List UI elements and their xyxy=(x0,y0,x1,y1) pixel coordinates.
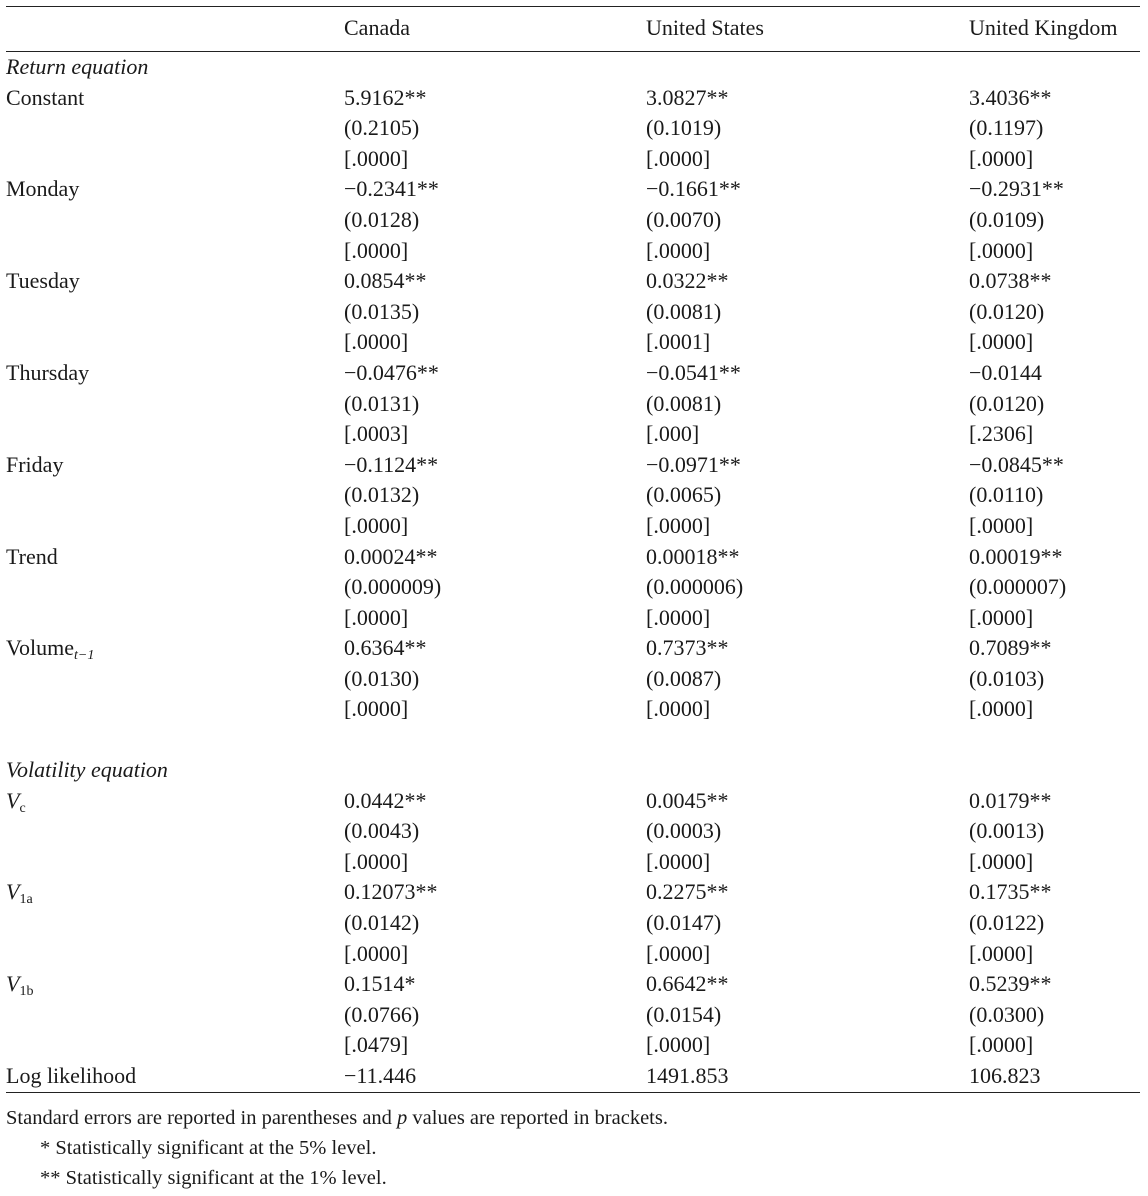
canada-p-value: [.0000] xyxy=(344,329,409,355)
uk-p-value: [.0000] xyxy=(969,696,1034,722)
uk-coefficient: 0.7089** xyxy=(969,635,1052,661)
us-std-error: (0.0070) xyxy=(646,206,722,232)
table-row xyxy=(6,450,1140,481)
uk-p-value: [.0000] xyxy=(969,145,1034,171)
canada-p-value: [.0000] xyxy=(344,512,409,538)
table-row xyxy=(6,969,1140,1000)
row-label xyxy=(6,83,84,114)
us-coefficient: −0.1661** xyxy=(646,176,741,202)
canada-p-value: [.0479] xyxy=(344,1032,409,1058)
us-coefficient: −0.0541** xyxy=(646,359,741,385)
table-row xyxy=(6,174,1140,205)
bottom-rule xyxy=(6,1092,1140,1093)
uk-std-error: (0.0300) xyxy=(969,1001,1045,1027)
uk-coefficient: 3.4036** xyxy=(969,84,1052,110)
row-label xyxy=(6,450,63,481)
row-label xyxy=(6,786,26,817)
note-line-1: Standard errors are reported in parentheses and p values are reported in brackets. xyxy=(6,1107,668,1129)
table-row xyxy=(6,358,1140,389)
table-row xyxy=(6,511,1140,542)
canada-p-value: [.0000] xyxy=(344,696,409,722)
row-label-subscript: c xyxy=(19,800,26,816)
uk-p-value: [.0000] xyxy=(969,237,1034,263)
uk-coefficient: −0.2931** xyxy=(969,176,1064,202)
table-row xyxy=(6,480,1140,511)
table-row xyxy=(6,603,1140,634)
us-std-error: (0.0065) xyxy=(646,482,722,508)
uk-coefficient: 0.0738** xyxy=(969,268,1052,294)
table-row xyxy=(6,205,1140,236)
us-std-error: (0.000006) xyxy=(646,574,744,600)
row-label-text: Trend xyxy=(6,543,58,569)
canada-coefficient: −0.0476** xyxy=(344,359,439,385)
section-title-row xyxy=(6,52,1140,83)
table-row xyxy=(6,847,1140,878)
canada-std-error: (0.0130) xyxy=(344,665,420,691)
canada-std-error: (0.0043) xyxy=(344,818,420,844)
table-row xyxy=(6,419,1140,450)
note-line-2: * Statistically significant at the 5% level. xyxy=(40,1137,377,1159)
uk-std-error: (0.0120) xyxy=(969,390,1045,416)
section-title: Return equation xyxy=(6,54,149,79)
us-coefficient: 0.2275** xyxy=(646,879,729,905)
header-united-kingdom: United Kingdom xyxy=(969,15,1118,40)
table-row xyxy=(6,113,1140,144)
uk-std-error: (0.0013) xyxy=(969,818,1045,844)
row-label xyxy=(6,877,33,908)
uk-coefficient: 0.5239** xyxy=(969,971,1052,997)
regression-table xyxy=(6,0,1140,1093)
canada-std-error: (0.0131) xyxy=(344,390,420,416)
row-label xyxy=(6,542,58,573)
header-canada: Canada xyxy=(344,15,410,40)
row-label xyxy=(6,633,94,664)
us-p-value: [.0000] xyxy=(646,512,711,538)
us-p-value: [.0000] xyxy=(646,145,711,171)
canada-p-value: [.0000] xyxy=(344,237,409,263)
uk-p-value: [.2306] xyxy=(969,421,1034,447)
row-label xyxy=(6,969,33,1000)
row-label-text: V xyxy=(6,787,20,813)
table-row xyxy=(6,816,1140,847)
canada-log-likelihood: −11.446 xyxy=(344,1063,417,1088)
us-coefficient: 0.6642** xyxy=(646,971,729,997)
canada-coefficient: 0.12073** xyxy=(344,879,438,905)
uk-std-error: (0.1197) xyxy=(969,115,1044,141)
table-row xyxy=(6,908,1140,939)
canada-std-error: (0.0132) xyxy=(344,482,420,508)
row-label-text: Constant xyxy=(6,84,85,110)
uk-p-value: [.0000] xyxy=(969,1032,1034,1058)
log-likelihood-row xyxy=(6,1061,1140,1092)
table-row xyxy=(6,266,1140,297)
us-coefficient: 0.00018** xyxy=(646,543,740,569)
table-row xyxy=(6,297,1140,328)
uk-coefficient: 0.00019** xyxy=(969,543,1063,569)
table-body xyxy=(6,52,1140,1092)
uk-std-error: (0.0120) xyxy=(969,298,1045,324)
canada-std-error: (0.0766) xyxy=(344,1001,420,1027)
canada-coefficient: 0.00024** xyxy=(344,543,438,569)
section-spacer xyxy=(6,725,1140,755)
uk-coefficient: −0.0144 xyxy=(969,359,1042,385)
canada-std-error: (0.2105) xyxy=(344,115,420,141)
uk-std-error: (0.0103) xyxy=(969,665,1045,691)
canada-std-error: (0.0135) xyxy=(344,298,420,324)
row-label xyxy=(6,174,79,205)
table-row xyxy=(6,236,1140,267)
table-row xyxy=(6,786,1140,817)
uk-coefficient: −0.0845** xyxy=(969,451,1064,477)
us-coefficient: 0.0322** xyxy=(646,268,729,294)
table-row xyxy=(6,694,1140,725)
row-label-text: Friday xyxy=(6,451,64,477)
us-p-value: [.0000] xyxy=(646,940,711,966)
note-line-3: ** Statistically significant at the 1% level. xyxy=(40,1167,387,1189)
us-std-error: (0.1019) xyxy=(646,115,722,141)
row-label-text: Thursday xyxy=(6,359,90,385)
uk-p-value: [.0000] xyxy=(969,848,1034,874)
us-p-value: [.0000] xyxy=(646,696,711,722)
row-label-text: Tuesday xyxy=(6,268,80,294)
us-p-value: [.0000] xyxy=(646,848,711,874)
log-likelihood-label: Log likelihood xyxy=(6,1063,137,1088)
table-row xyxy=(6,877,1140,908)
uk-coefficient: 0.0179** xyxy=(969,787,1052,813)
canada-coefficient: −0.1124** xyxy=(344,451,439,477)
row-label-text: Volume xyxy=(6,635,75,661)
us-p-value: [.0000] xyxy=(646,1032,711,1058)
table-row xyxy=(6,389,1140,420)
row-label-text: V xyxy=(6,879,20,905)
uk-std-error: (0.000007) xyxy=(969,574,1067,600)
us-p-value: [.0001] xyxy=(646,329,711,355)
canada-std-error: (0.0142) xyxy=(344,910,420,936)
table-notes xyxy=(6,1103,668,1193)
row-label-text: Monday xyxy=(6,176,80,202)
uk-std-error: (0.0110) xyxy=(969,482,1044,508)
table-row xyxy=(6,664,1140,695)
canada-p-value: [.0000] xyxy=(344,848,409,874)
us-std-error: (0.0147) xyxy=(646,910,722,936)
us-std-error: (0.0081) xyxy=(646,390,722,416)
header-row xyxy=(6,7,1140,45)
table-row xyxy=(6,633,1140,664)
table-row xyxy=(6,83,1140,114)
row-label xyxy=(6,358,89,389)
table-row xyxy=(6,327,1140,358)
section-title-row xyxy=(6,755,1140,786)
uk-p-value: [.0000] xyxy=(969,329,1034,355)
canada-coefficient: 0.0442** xyxy=(344,787,427,813)
us-log-likelihood: 1491.853 xyxy=(646,1063,729,1088)
canada-coefficient: 5.9162** xyxy=(344,84,427,110)
us-p-value: [.000] xyxy=(646,421,700,447)
uk-p-value: [.0000] xyxy=(969,512,1034,538)
canada-std-error: (0.0128) xyxy=(344,206,420,232)
table-row xyxy=(6,144,1140,175)
canada-p-value: [.0000] xyxy=(344,940,409,966)
canada-p-value: [.0003] xyxy=(344,421,409,447)
us-coefficient: 3.0827** xyxy=(646,84,729,110)
table-row xyxy=(6,1000,1140,1031)
table-row xyxy=(6,1030,1140,1061)
section-title: Volatility equation xyxy=(6,757,168,783)
canada-std-error: (0.000009) xyxy=(344,574,442,600)
us-coefficient: 0.7373** xyxy=(646,635,729,661)
row-label-subscript: 1a xyxy=(19,892,33,908)
canada-p-value: [.0000] xyxy=(344,145,409,171)
uk-std-error: (0.0109) xyxy=(969,206,1045,232)
header-united-states: United States xyxy=(646,15,764,40)
table-row xyxy=(6,542,1140,573)
table-row xyxy=(6,939,1140,970)
row-label-subscript: t−1 xyxy=(74,648,95,664)
table-row xyxy=(6,572,1140,603)
us-p-value: [.0000] xyxy=(646,604,711,630)
row-label-text: V xyxy=(6,971,20,997)
canada-coefficient: 0.1514* xyxy=(344,971,416,997)
uk-coefficient: 0.1735** xyxy=(969,879,1052,905)
canada-coefficient: −0.2341** xyxy=(344,176,439,202)
uk-std-error: (0.0122) xyxy=(969,910,1045,936)
uk-log-likelihood: 106.823 xyxy=(969,1063,1041,1088)
canada-p-value: [.0000] xyxy=(344,604,409,630)
us-std-error: (0.0087) xyxy=(646,665,722,691)
row-label xyxy=(6,266,80,297)
us-std-error: (0.0081) xyxy=(646,298,722,324)
canada-coefficient: 0.0854** xyxy=(344,268,427,294)
us-coefficient: 0.0045** xyxy=(646,787,729,813)
uk-p-value: [.0000] xyxy=(969,940,1034,966)
uk-p-value: [.0000] xyxy=(969,604,1034,630)
us-std-error: (0.0003) xyxy=(646,818,722,844)
row-label-subscript: 1b xyxy=(19,984,34,1000)
us-std-error: (0.0154) xyxy=(646,1001,722,1027)
us-p-value: [.0000] xyxy=(646,237,711,263)
us-coefficient: −0.0971** xyxy=(646,451,741,477)
canada-coefficient: 0.6364** xyxy=(344,635,427,661)
